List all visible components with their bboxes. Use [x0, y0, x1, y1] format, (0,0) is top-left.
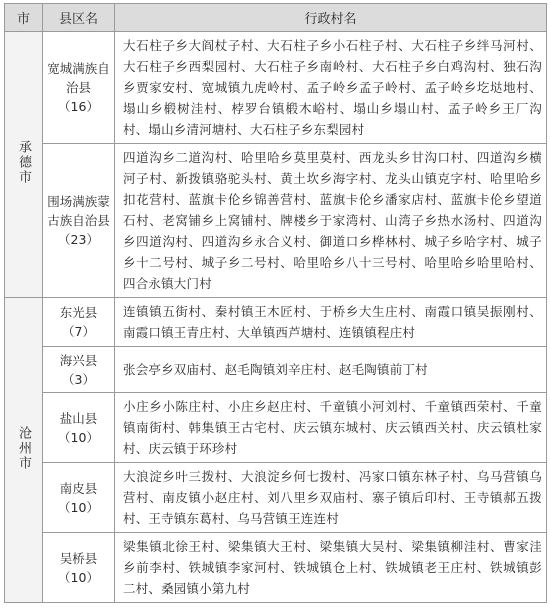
villages-table-wrapper [4, 3, 546, 605]
table-row [5, 393, 547, 463]
header-villages: 行政村名 [115, 4, 547, 32]
county-name: 吴桥县 [59, 550, 98, 566]
villages-table [4, 3, 547, 603]
city-name: 承德市 [16, 140, 31, 185]
villages-cell: 四道沟乡二道沟村、哈里哈乡莫里莫村、西龙头乡甘沟口村、四道沟乡横河子村、新拨镇骆驼头村、黄土坎乡海字村、龙头山镇克字村、哈里哈乡扣花营村、蓝旗卡伦乡锦善营村、蓝旗卡伦乡潘家店村、蓝旗卡伦乡望道石村、老窝铺乡上窝铺村、牌楼乡于家湾村、山湾子乡热水汤村、四道沟乡四道沟村、四道沟乡永合义村、御道口乡桦林村、城子乡哈字村、城子乡十二号村、城子乡二号村、哈里哈乡八十三号村、哈里哈乡哈里哈村、四合永镇大门村 [115, 144, 547, 298]
villages-cell: 大浪淀乡叶三拨村、大浪淀乡何七拨村、冯家口镇东林子村、乌马营镇乌营村、南皮镇小赵庄村、刘八里乡双庙村、寨子镇后印村、王寺镇郝五拨村、王寺镇东葛村、乌马营镇王连连村 [115, 463, 547, 533]
city-cell [5, 298, 43, 603]
table-row [5, 463, 547, 533]
villages-cell: 大石柱子乡大阎杖子村、大石柱子乡小石柱子村、大石柱子乡绊马河村、大石柱子乡西梨园村、大石柱子乡南岭村、大石柱子乡白鸡沟村、独石沟乡贾家安村、宽城镇九虎岭村、孟子岭乡孟子岭村、孟子岭乡圪垯地村、塌山乡椴树洼村、桲罗台镇椴木峪村、塌山乡塌山村、孟子岭乡王厂沟村、塌山乡清河塘村、大石柱子乡东梨园村 [115, 32, 547, 144]
county-cell [43, 393, 115, 463]
county-cell [43, 144, 115, 298]
villages-cell: 梁集镇北徐王村、梁集镇大王村、梁集镇大吴村、梁集镇柳洼村、曹家洼乡前李村、铁城镇李家河村、铁城镇仓上村、铁城镇老王庄村、铁城镇彭二村、桑园镇小第九村 [115, 533, 547, 603]
village-count: （3） [62, 371, 95, 387]
village-count: （10） [58, 499, 99, 515]
county-name: 盐山县 [59, 410, 98, 426]
villages-cell: 张会亭乡双庙村、赵毛陶镇刘辛庄村、赵毛陶镇前丁村 [115, 347, 547, 393]
table-row [5, 298, 547, 347]
county-name: 海兴县 [59, 352, 98, 368]
county-cell [43, 298, 115, 347]
county-cell [43, 347, 115, 393]
village-count: （7） [62, 324, 95, 339]
table-row [5, 533, 547, 603]
county-cell [43, 533, 115, 603]
village-count: （23） [58, 232, 99, 247]
table-row [5, 347, 547, 393]
county-cell [43, 32, 115, 144]
city-cell [5, 32, 43, 298]
header-row [5, 4, 547, 32]
villages-cell: 小庄乡小陈庄村、小庄乡赵庄村、千童镇小河刘村、千童镇西荣村、千童镇南街村、韩集镇王古宅村、庆云镇东城村、庆云镇西关村、庆云镇杜家村、庆云镇于环珍村 [115, 393, 547, 463]
table-row [5, 144, 547, 298]
village-count: （16） [58, 99, 99, 114]
county-name: 东光县 [59, 305, 98, 320]
village-count: （10） [58, 429, 99, 445]
village-count: （10） [58, 569, 99, 585]
table-row [5, 32, 547, 144]
header-county: 县区名 [43, 4, 115, 32]
county-cell [43, 463, 115, 533]
county-name: 南皮县 [59, 480, 98, 496]
county-name: 宽城满族自治县 [47, 61, 110, 95]
villages-cell: 连镇镇五街村、秦村镇王木匠村、于桥乡大生庄村、南霞口镇吴振刚村、南霞口镇王青庄村、大单镇西芦塘村、连镇镇程庄村 [115, 298, 547, 347]
header-city: 市 [5, 4, 43, 32]
county-name: 围场满族蒙古族自治县 [47, 194, 110, 228]
city-name: 沧州市 [16, 425, 31, 471]
